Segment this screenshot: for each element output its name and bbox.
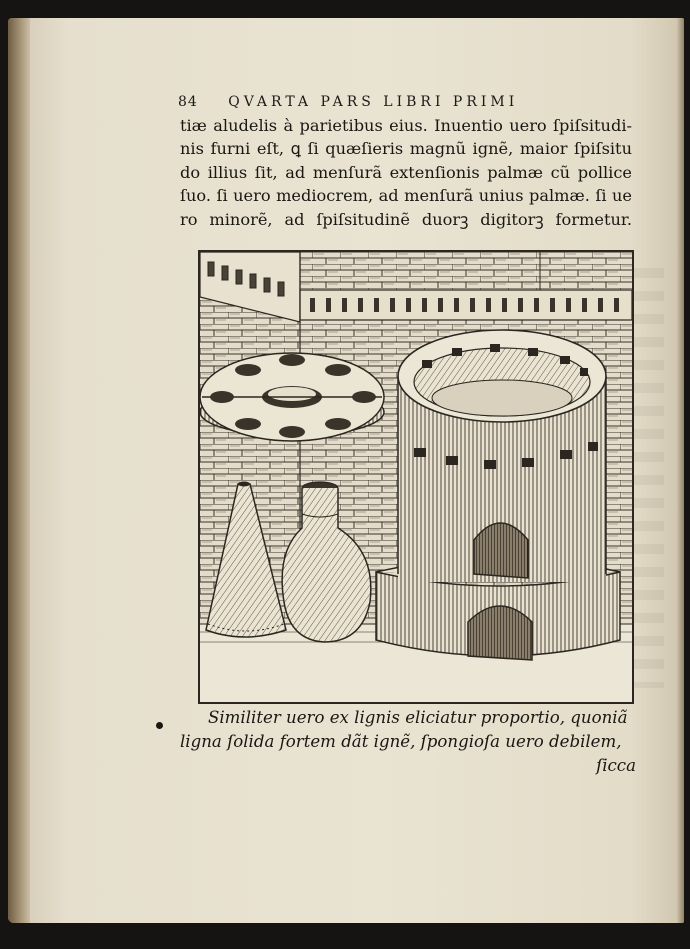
running-title: QVARTA PARS LIBRI PRIMI [228, 94, 519, 110]
text-line: ro minorẽ, ad ſpiſsitudinẽ duorꝫ digitorꝫ formetur. [180, 209, 632, 229]
running-head [178, 94, 618, 110]
catchword: ſicca [596, 756, 636, 775]
text-line: ligna ſolida fortem dãt ignẽ, ſpongioſa uero debilem, [180, 732, 622, 751]
closing-paragraph [180, 706, 636, 778]
book-page [8, 18, 684, 923]
text-line: ſuo. ſi uero mediocrem, ad menſurã unius palmæ. ſi ue [180, 186, 632, 206]
furnace-woodcut-drawing [200, 252, 632, 702]
page-edge [676, 18, 684, 923]
text-line: tiæ aludelis à parietibus eius. Inuentio uero ſpiſsitudi- [180, 116, 632, 135]
text-line: do illius ſit, ad menſurã extenſionis palmæ cũ pollice [180, 162, 632, 182]
text-line: Similiter uero ex lignis eliciatur proportio, quoniã [208, 708, 628, 727]
book-spine-shadow [8, 18, 30, 923]
page-number: 84 [178, 94, 198, 110]
body-paragraph [180, 114, 632, 231]
marginal-bullet-mark [156, 722, 163, 729]
woodcut-illustration [198, 250, 634, 704]
text-line: nis furni eſt, ꝗ ſi quæſieris magnũ ignẽ, maior ſpiſsitu [180, 139, 632, 159]
